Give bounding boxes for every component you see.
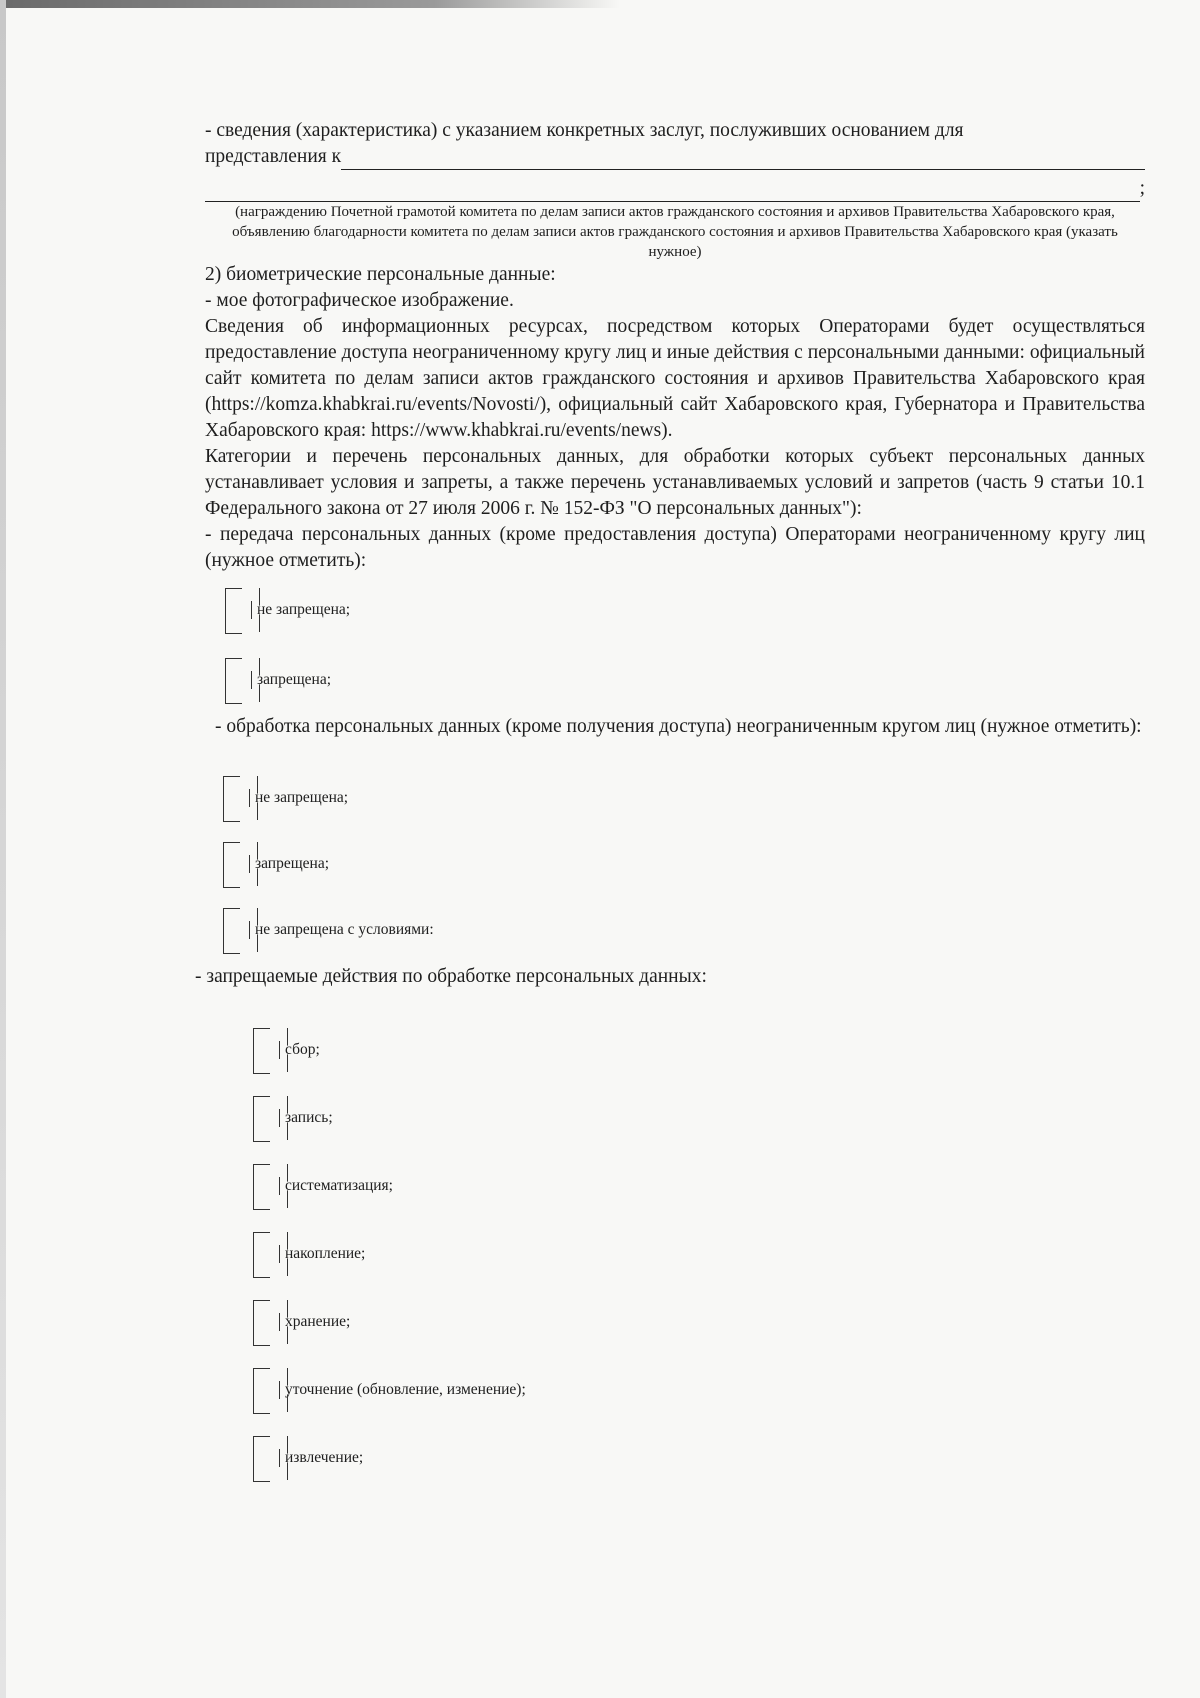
option-label: запись; — [285, 1109, 333, 1126]
processing-paragraph: - обработка персональных данных (кроме получения доступа) неограниченным кругом лиц (нужное отметить): — [215, 716, 1142, 737]
checkbox-icon[interactable] — [253, 1164, 275, 1208]
checkbox-icon[interactable] — [253, 1232, 275, 1276]
option-label: хранение; — [285, 1313, 351, 1330]
transfer-option-not-prohibited[interactable] — [225, 588, 1145, 632]
transfer-paragraph: - передача персональных данных (кроме предоставления доступа) Операторами неограниченному кругу лиц (нужное отметить): — [205, 524, 1145, 571]
merits-suffix: ; — [1139, 178, 1145, 199]
processing-option-with-conditions[interactable] — [223, 908, 1145, 952]
prohibited-option-collection[interactable] — [253, 1028, 1145, 1072]
checkbox-icon[interactable] — [253, 1096, 275, 1140]
merits-prefix: представления к — [205, 146, 342, 167]
option-label: уточнение (обновление, изменение); — [285, 1381, 526, 1398]
option-label: извлечение; — [285, 1449, 364, 1466]
merits-fill-line-1[interactable] — [341, 151, 1145, 170]
prohibited-actions-options — [253, 1028, 1145, 1480]
option-label: не запрещена; — [257, 601, 351, 618]
option-label: систематизация; — [285, 1177, 393, 1194]
transfer-option-prohibited[interactable] — [225, 658, 1145, 702]
option-label: накопление; — [285, 1245, 366, 1262]
award-note: (награждению Почетной грамотой комитета по делам записи актов гражданского состояния и архивов Правительства Хабаровского края, объявлению благодарности комитета по делам записи актов гражданского состояния и архивов Правительства Хабаровского края (указать нужное) — [232, 204, 1118, 260]
scan-edge-top — [0, 0, 620, 8]
resources-paragraph: Сведения об информационных ресурсах, посредством которых Операторами будет осуществляться предоставление доступа неограниченному кругу лиц и иные действия с персональными данными: официальный сайт комитета по делам записи актов гражданского состояния и архивов Правительства Хабаровского края (https://komza.khabkrai.ru/events/Novosti/), официальный сайт Хабаровского края, Губернатора и Правительства Хабаровского края: https://www.khabkrai.ru/events/news). — [205, 316, 1145, 441]
option-label: не запрещена; — [255, 789, 349, 806]
checkbox-icon[interactable] — [253, 1436, 275, 1480]
option-label: сбор; — [285, 1041, 320, 1058]
document-body — [195, 118, 1145, 1480]
checkbox-icon[interactable] — [253, 1028, 275, 1072]
merits-line-3 — [205, 176, 1145, 202]
scan-edge-left — [0, 0, 6, 1698]
checkbox-icon[interactable] — [223, 776, 245, 820]
prohibited-option-storage[interactable] — [253, 1300, 1145, 1344]
prohibited-option-clarification[interactable] — [253, 1368, 1145, 1412]
biometric-heading: 2) биометрические персональные данные: — [205, 264, 556, 285]
prohibited-option-systematization[interactable] — [253, 1164, 1145, 1208]
photo-item: - мое фотографическое изображение. — [205, 290, 514, 311]
categories-paragraph: Категории и перечень персональных данных, для обработки которых субъект персональных данных устанавливает условия и запреты, а также перечень устанавливаемых условий и запретов (часть 9 статьи 10.1 Федерального закона от 27 июля 2006 г. № 152-ФЗ "О персональных данных"): — [205, 446, 1145, 519]
merits-fill-line-2[interactable] — [205, 183, 1140, 202]
checkbox-icon[interactable] — [225, 658, 247, 702]
option-label: запрещена; — [255, 855, 330, 872]
processing-option-prohibited[interactable] — [223, 842, 1145, 886]
prohibited-option-accumulation[interactable] — [253, 1232, 1145, 1276]
prohibited-actions-heading: - запрещаемые действия по обработке персональных данных: — [195, 966, 707, 987]
option-label: не запрещена с условиями: — [255, 921, 434, 938]
transfer-options — [225, 588, 1145, 702]
prohibited-option-recording[interactable] — [253, 1096, 1145, 1140]
merits-line-1: - сведения (характеристика) с указанием конкретных заслуг, послуживших основанием для — [205, 120, 964, 141]
prohibited-option-extraction[interactable] — [253, 1436, 1145, 1480]
checkbox-icon[interactable] — [253, 1300, 275, 1344]
processing-options — [223, 776, 1145, 952]
processing-option-not-prohibited[interactable] — [223, 776, 1145, 820]
option-label: запрещена; — [257, 671, 332, 688]
checkbox-icon[interactable] — [225, 588, 247, 632]
merits-line-2 — [205, 144, 1145, 170]
checkbox-icon[interactable] — [223, 908, 245, 952]
checkbox-icon[interactable] — [223, 842, 245, 886]
checkbox-icon[interactable] — [253, 1368, 275, 1412]
